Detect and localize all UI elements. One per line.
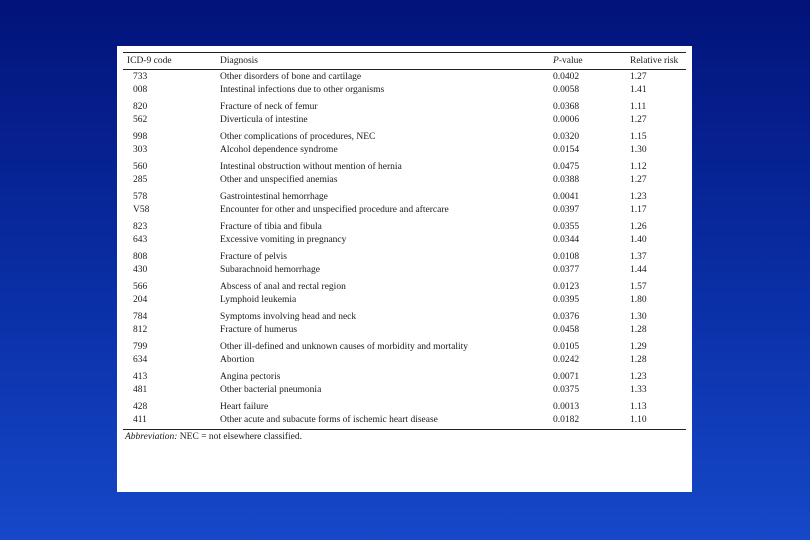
header-relative-risk: Relative risk xyxy=(630,53,686,70)
table-row xyxy=(123,307,686,324)
cell-relative-risk: 1.12 xyxy=(630,162,647,172)
cell-diagnosis: Heart failure xyxy=(220,402,269,412)
cell-code: 823 xyxy=(133,222,148,232)
diagnosis-table xyxy=(123,52,686,427)
cell-relative-risk: 1.15 xyxy=(630,132,647,142)
cell-relative-risk: 1.37 xyxy=(630,252,647,262)
cell-relative-risk: 1.44 xyxy=(630,265,647,275)
cell-code: 481 xyxy=(133,385,148,395)
cell-diagnosis: Fracture of pelvis xyxy=(220,252,288,262)
table-row xyxy=(123,354,686,367)
footnote-text: NEC = not elsewhere classified. xyxy=(177,432,303,442)
cell-diagnosis: Encounter for other and unspecified procedure and aftercare xyxy=(220,205,449,215)
cell-diagnosis: Abscess of anal and rectal region xyxy=(220,282,346,292)
cell-p-value: 0.0375 xyxy=(553,385,580,395)
cell-code: 411 xyxy=(133,415,147,425)
table-row xyxy=(123,217,686,234)
cell-p-value: 0.0397 xyxy=(553,205,580,215)
cell-diagnosis: Lymphoid leukemia xyxy=(220,295,297,305)
cell-relative-risk: 1.26 xyxy=(630,222,647,232)
table-row xyxy=(123,294,686,307)
cell-p-value: 0.0154 xyxy=(553,145,580,155)
table-row xyxy=(123,264,686,277)
table-row xyxy=(123,187,686,204)
header-row xyxy=(123,53,686,70)
cell-code: 566 xyxy=(133,282,148,292)
table-row xyxy=(123,397,686,414)
table-row xyxy=(123,367,686,384)
cell-relative-risk: 1.10 xyxy=(630,415,647,425)
cell-diagnosis: Excessive vomiting in pregnancy xyxy=(220,235,347,245)
cell-diagnosis: Intestinal infections due to other organisms xyxy=(220,85,385,95)
cell-relative-risk: 1.13 xyxy=(630,402,647,412)
cell-code: 634 xyxy=(133,355,148,365)
table-row xyxy=(123,247,686,264)
cell-diagnosis: Abortion xyxy=(220,355,255,365)
cell-code: 784 xyxy=(133,312,148,322)
cell-p-value: 0.0013 xyxy=(553,402,580,412)
table-row xyxy=(123,97,686,114)
cell-p-value: 0.0355 xyxy=(553,222,580,232)
cell-diagnosis: Fracture of neck of femur xyxy=(220,102,318,112)
cell-code: 799 xyxy=(133,342,148,352)
table-body xyxy=(123,70,686,428)
table-row xyxy=(123,114,686,127)
cell-code: 808 xyxy=(133,252,148,262)
table-row xyxy=(123,157,686,174)
cell-code: 562 xyxy=(133,115,148,125)
table-row xyxy=(123,174,686,187)
header-p-value xyxy=(553,53,630,70)
cell-relative-risk: 1.33 xyxy=(630,385,647,395)
cell-diagnosis: Gastrointestinal hemorrhage xyxy=(220,192,328,202)
cell-diagnosis: Diverticula of intestine xyxy=(220,115,308,125)
cell-code: 430 xyxy=(133,265,148,275)
cell-relative-risk: 1.29 xyxy=(630,342,647,352)
cell-relative-risk: 1.40 xyxy=(630,235,647,245)
cell-p-value: 0.0182 xyxy=(553,415,580,425)
cell-p-value: 0.0395 xyxy=(553,295,580,305)
cell-p-value: 0.0458 xyxy=(553,325,580,335)
cell-diagnosis: Symptoms involving head and neck xyxy=(220,312,357,322)
cell-p-value: 0.0320 xyxy=(553,132,580,142)
cell-diagnosis: Fracture of tibia and fibula xyxy=(220,222,322,232)
cell-code: 285 xyxy=(133,175,148,185)
cell-code: 008 xyxy=(133,85,148,95)
cell-diagnosis: Intestinal obstruction without mention of hernia xyxy=(220,162,402,172)
cell-p-value: 0.0108 xyxy=(553,252,580,262)
header-p-prefix: P xyxy=(553,56,559,66)
cell-diagnosis: Other complications of procedures, NEC xyxy=(220,132,376,142)
table-row xyxy=(123,127,686,144)
cell-p-value: 0.0123 xyxy=(553,282,580,292)
table-row xyxy=(123,70,686,85)
cell-p-value: 0.0475 xyxy=(553,162,580,172)
cell-diagnosis: Subarachnoid hemorrhage xyxy=(220,265,320,275)
cell-code: 428 xyxy=(133,402,148,412)
cell-relative-risk: 1.27 xyxy=(630,115,647,125)
header-code: ICD-9 code xyxy=(123,53,220,70)
cell-code: 733 xyxy=(133,72,148,82)
table-row xyxy=(123,144,686,157)
cell-diagnosis: Alcohol dependence syndrome xyxy=(220,145,338,155)
cell-relative-risk: 1.41 xyxy=(630,85,647,95)
cell-code: 998 xyxy=(133,132,148,142)
cell-p-value: 0.0058 xyxy=(553,85,580,95)
cell-p-value: 0.0376 xyxy=(553,312,580,322)
cell-relative-risk: 1.27 xyxy=(630,72,647,82)
table-row xyxy=(123,324,686,337)
cell-relative-risk: 1.27 xyxy=(630,175,647,185)
cell-relative-risk: 1.80 xyxy=(630,295,647,305)
cell-code: 413 xyxy=(133,372,148,382)
footnote xyxy=(123,429,686,442)
cell-relative-risk: 1.57 xyxy=(630,282,647,292)
footnote-label: Abbreviation: xyxy=(125,432,178,442)
header-diagnosis: Diagnosis xyxy=(220,53,553,70)
cell-diagnosis: Other acute and subacute forms of ischemic heart disease xyxy=(220,415,438,425)
cell-code: 643 xyxy=(133,235,148,245)
cell-relative-risk: 1.23 xyxy=(630,192,647,202)
cell-p-value: 0.0344 xyxy=(553,235,580,245)
cell-relative-risk: 1.28 xyxy=(630,325,647,335)
header-p-suffix: -value xyxy=(558,56,583,66)
cell-relative-risk: 1.17 xyxy=(630,205,647,215)
cell-code: 560 xyxy=(133,162,148,172)
cell-diagnosis: Other and unspecified anemias xyxy=(220,175,338,185)
table-row xyxy=(123,277,686,294)
cell-p-value: 0.0388 xyxy=(553,175,580,185)
cell-code: 303 xyxy=(133,145,148,155)
cell-code: 578 xyxy=(133,192,148,202)
table-row xyxy=(123,337,686,354)
cell-p-value: 0.0105 xyxy=(553,342,580,352)
table-row xyxy=(123,384,686,397)
table-card xyxy=(117,46,692,492)
cell-relative-risk: 1.30 xyxy=(630,145,647,155)
cell-p-value: 0.0006 xyxy=(553,115,580,125)
cell-relative-risk: 1.23 xyxy=(630,372,647,382)
cell-p-value: 0.0041 xyxy=(553,192,580,202)
cell-code: 820 xyxy=(133,102,148,112)
cell-code: V58 xyxy=(133,205,150,215)
cell-diagnosis: Other bacterial pneumonia xyxy=(220,385,322,395)
cell-code: 812 xyxy=(133,325,148,335)
cell-p-value: 0.0402 xyxy=(553,72,580,82)
cell-diagnosis: Fracture of humerus xyxy=(220,325,298,335)
cell-diagnosis: Other disorders of bone and cartilage xyxy=(220,72,362,82)
cell-diagnosis: Other ill-defined and unknown causes of morbidity and mortality xyxy=(220,342,468,352)
cell-p-value: 0.0368 xyxy=(553,102,580,112)
table-row xyxy=(123,84,686,97)
cell-p-value: 0.0242 xyxy=(553,355,580,365)
cell-relative-risk: 1.28 xyxy=(630,355,647,365)
cell-relative-risk: 1.30 xyxy=(630,312,647,322)
cell-p-value: 0.0071 xyxy=(553,372,580,382)
cell-diagnosis: Angina pectoris xyxy=(220,372,281,382)
table-row xyxy=(123,204,686,217)
cell-code: 204 xyxy=(133,295,148,305)
table-row xyxy=(123,414,686,427)
cell-p-value: 0.0377 xyxy=(553,265,580,275)
cell-relative-risk: 1.11 xyxy=(630,102,647,112)
table-row xyxy=(123,234,686,247)
